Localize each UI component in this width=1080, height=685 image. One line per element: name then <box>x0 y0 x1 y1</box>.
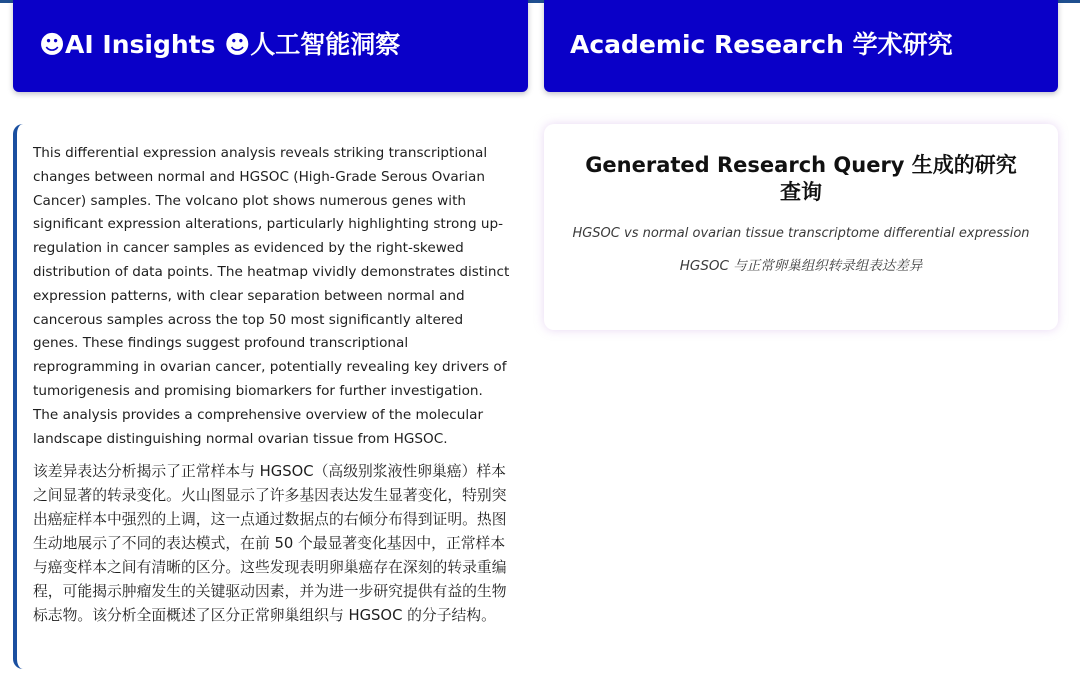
academic-research-header <box>544 0 1058 92</box>
ai-insights-header <box>13 0 528 92</box>
insight-text-english: This differential expression analysis reveals striking transcriptional changes between normal and HGSOC (High-Grade Serous Ovarian Cancer) samples. The volcano plot shows numerous genes with significant expression alterations, particularly highlighting strong up-regulation in cancer samples as evidenced by the right-skewed distribution of data points. The heatmap vividly demonstrates distinct expression patterns, with clear separation between normal and cancerous samples across the top 50 most significantly altered genes. These findings suggest profound transcriptional reprogramming in ovarian cancer, potentially revealing key drivers of tumorigenesis and promising biomarkers for further investigation. The analysis provides a comprehensive overview of the molecular landscape distinguishing normal ovarian tissue from HGSOC. <box>33 145 510 447</box>
research-query-heading: Generated Research Query 生成的研究查询 <box>585 153 1017 204</box>
ai-insights-card <box>13 124 528 669</box>
ai-insights-title: ☻AI Insights ☻人工智能洞察 <box>39 30 401 59</box>
research-query-card <box>544 124 1058 330</box>
research-query-english: HGSOC vs normal ovarian tissue transcriptome differential expression <box>572 226 1030 241</box>
insight-text-chinese: 该差异表达分析揭示了正常样本与 HGSOC（高级别浆液性卵巢癌）样本之间显著的转录变化。火山图显示了许多基因表达发生显著变化，特别突出癌症样本中强烈的上调，这一点通过数据点的右倾分布得到证明。热图生动地展示了不同的表达模式，在前 50 个最显著变化基因中，正常样本与癌变样本之间有清晰的区分。这些发现表明卵巢癌存在深刻的转录重编程，可能揭示肿瘤发生的关键驱动因素，并为进一步研究提供有益的生物标志物。该分析全面概述了区分正常卵巢组织与 HGSOC 的分子结构。 <box>33 463 507 625</box>
academic-research-title: Academic Research 学术研究 <box>570 30 953 59</box>
research-query-chinese: HGSOC 与正常卵巢组织转录组表达差异 <box>679 258 923 274</box>
